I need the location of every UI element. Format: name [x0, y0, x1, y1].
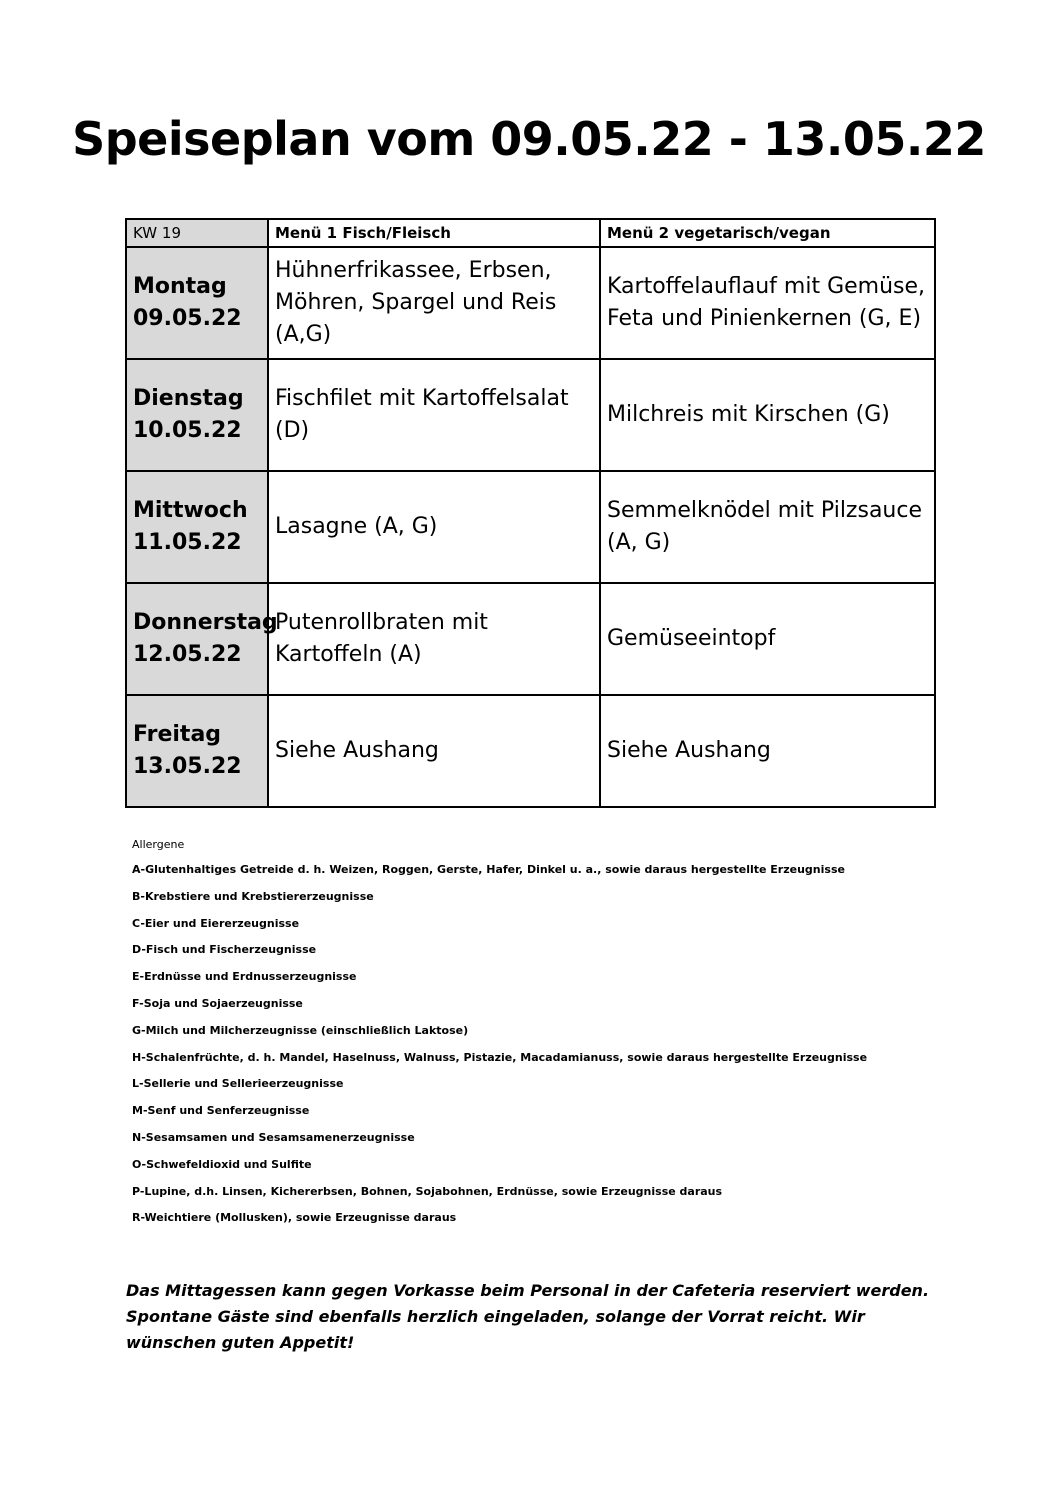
- day-cell: [126, 583, 278, 695]
- menu2-header: Menü 2 vegetarisch/vegan: [600, 219, 935, 247]
- day-name: Donnerstag: [133, 610, 278, 635]
- day-cell: [126, 471, 268, 583]
- menu2-dish: Semmelknödel mit Pilzsauce (A, G): [600, 471, 935, 583]
- allergen-item: E-Erdnüsse und Erdnusserzeugnisse: [132, 970, 357, 984]
- day-name: Dienstag: [133, 386, 244, 411]
- menu1-header: Menü 1 Fisch/Fleisch: [268, 219, 600, 247]
- allergen-item: A-Glutenhaltiges Getreide d. h. Weizen, Roggen, Gerste, Hafer, Dinkel u. a., sowie daraus hergestellte Erzeugnisse: [132, 863, 845, 876]
- allergen-item: P-Lupine, d.h. Linsen, Kichererbsen, Bohnen, Sojabohnen, Erdnüsse, sowie Erzeugnisse daraus: [132, 1184, 723, 1198]
- allergen-item: O-Schwefeldioxid und Sulfite: [132, 1157, 312, 1171]
- allergen-item: R-Weichtiere (Mollusken), sowie Erzeugnisse daraus: [132, 1211, 457, 1225]
- allergen-item: L-Sellerie und Sellerieerzeugnisse: [132, 1077, 344, 1091]
- table-header-row: [126, 219, 935, 247]
- day-name: Montag: [133, 274, 227, 299]
- day-cell: [126, 359, 268, 471]
- menu2-dish: Kartoffelauflauf mit Gemüse, Feta und Pinienkernen (G, E): [600, 247, 935, 359]
- day-date: 10.05.22: [133, 418, 242, 443]
- allergen-item: G-Milch und Milcherzeugnisse (einschließlich Laktose): [132, 1023, 469, 1037]
- menu1-dish: Hühnerfrikassee, Erbsen, Möhren, Spargel und Reis (A,G): [268, 247, 600, 359]
- allergen-item: N-Sesamsamen und Sesamsamenerzeugnisse: [132, 1130, 415, 1144]
- reservation-note: Das Mittagessen kann gegen Vorkasse beim Personal in der Cafeteria reserviert werden. Spontane Gäste sind ebenfalls herzlich eingeladen, solange der Vorrat reicht. Wir wünschen guten Appetit!: [126, 1281, 930, 1352]
- day-date: 09.05.22: [133, 306, 242, 331]
- day-name: Freitag: [133, 722, 222, 747]
- allergen-item: F-Soja und Sojaerzeugnisse: [132, 996, 303, 1010]
- allergen-item: C-Eier und Eiererzeugnisse: [132, 916, 300, 930]
- table-row: [126, 695, 935, 807]
- menu2-dish: Milchreis mit Kirschen (G): [600, 359, 935, 471]
- day-date: 11.05.22: [133, 530, 242, 555]
- menu1-dish: Fischfilet mit Kartoffelsalat (D): [268, 359, 600, 471]
- day-name: Mittwoch: [133, 498, 248, 523]
- allergen-item: M-Senf und Senferzeugnisse: [132, 1104, 310, 1118]
- allergen-item: H-Schalenfrüchte, d. h. Mandel, Haselnuss, Walnuss, Pistazie, Macadamianuss, sowie daraus hergestellte Erzeugnisse: [132, 1050, 868, 1064]
- allergen-item: B-Krebstiere und Krebstiererzeugnisse: [132, 889, 374, 903]
- day-date: 12.05.22: [133, 642, 242, 667]
- allergen-list: [132, 838, 867, 1238]
- menu2-dish: Gemüseeintopf: [600, 583, 935, 695]
- day-date: 13.05.22: [133, 754, 242, 779]
- menu1-dish: Lasagne (A, G): [268, 471, 600, 583]
- day-cell: [126, 695, 268, 807]
- table-row: [126, 471, 935, 583]
- menu1-dish: Putenrollbraten mit Kartoffeln (A): [268, 583, 600, 695]
- menu1-dish: Siehe Aushang: [268, 695, 600, 807]
- menu-table: [125, 218, 936, 808]
- allergen-item: D-Fisch und Fischerzeugnisse: [132, 943, 317, 957]
- table-row: [126, 583, 935, 695]
- allergen-heading: Allergene: [132, 838, 185, 851]
- menu2-dish: Siehe Aushang: [600, 695, 935, 807]
- table-row: [126, 247, 935, 359]
- page-title: Speiseplan vom 09.05.22 - 13.05.22: [72, 112, 986, 166]
- week-header: KW 19: [126, 219, 268, 247]
- table-row: [126, 359, 935, 471]
- day-cell: [126, 247, 268, 359]
